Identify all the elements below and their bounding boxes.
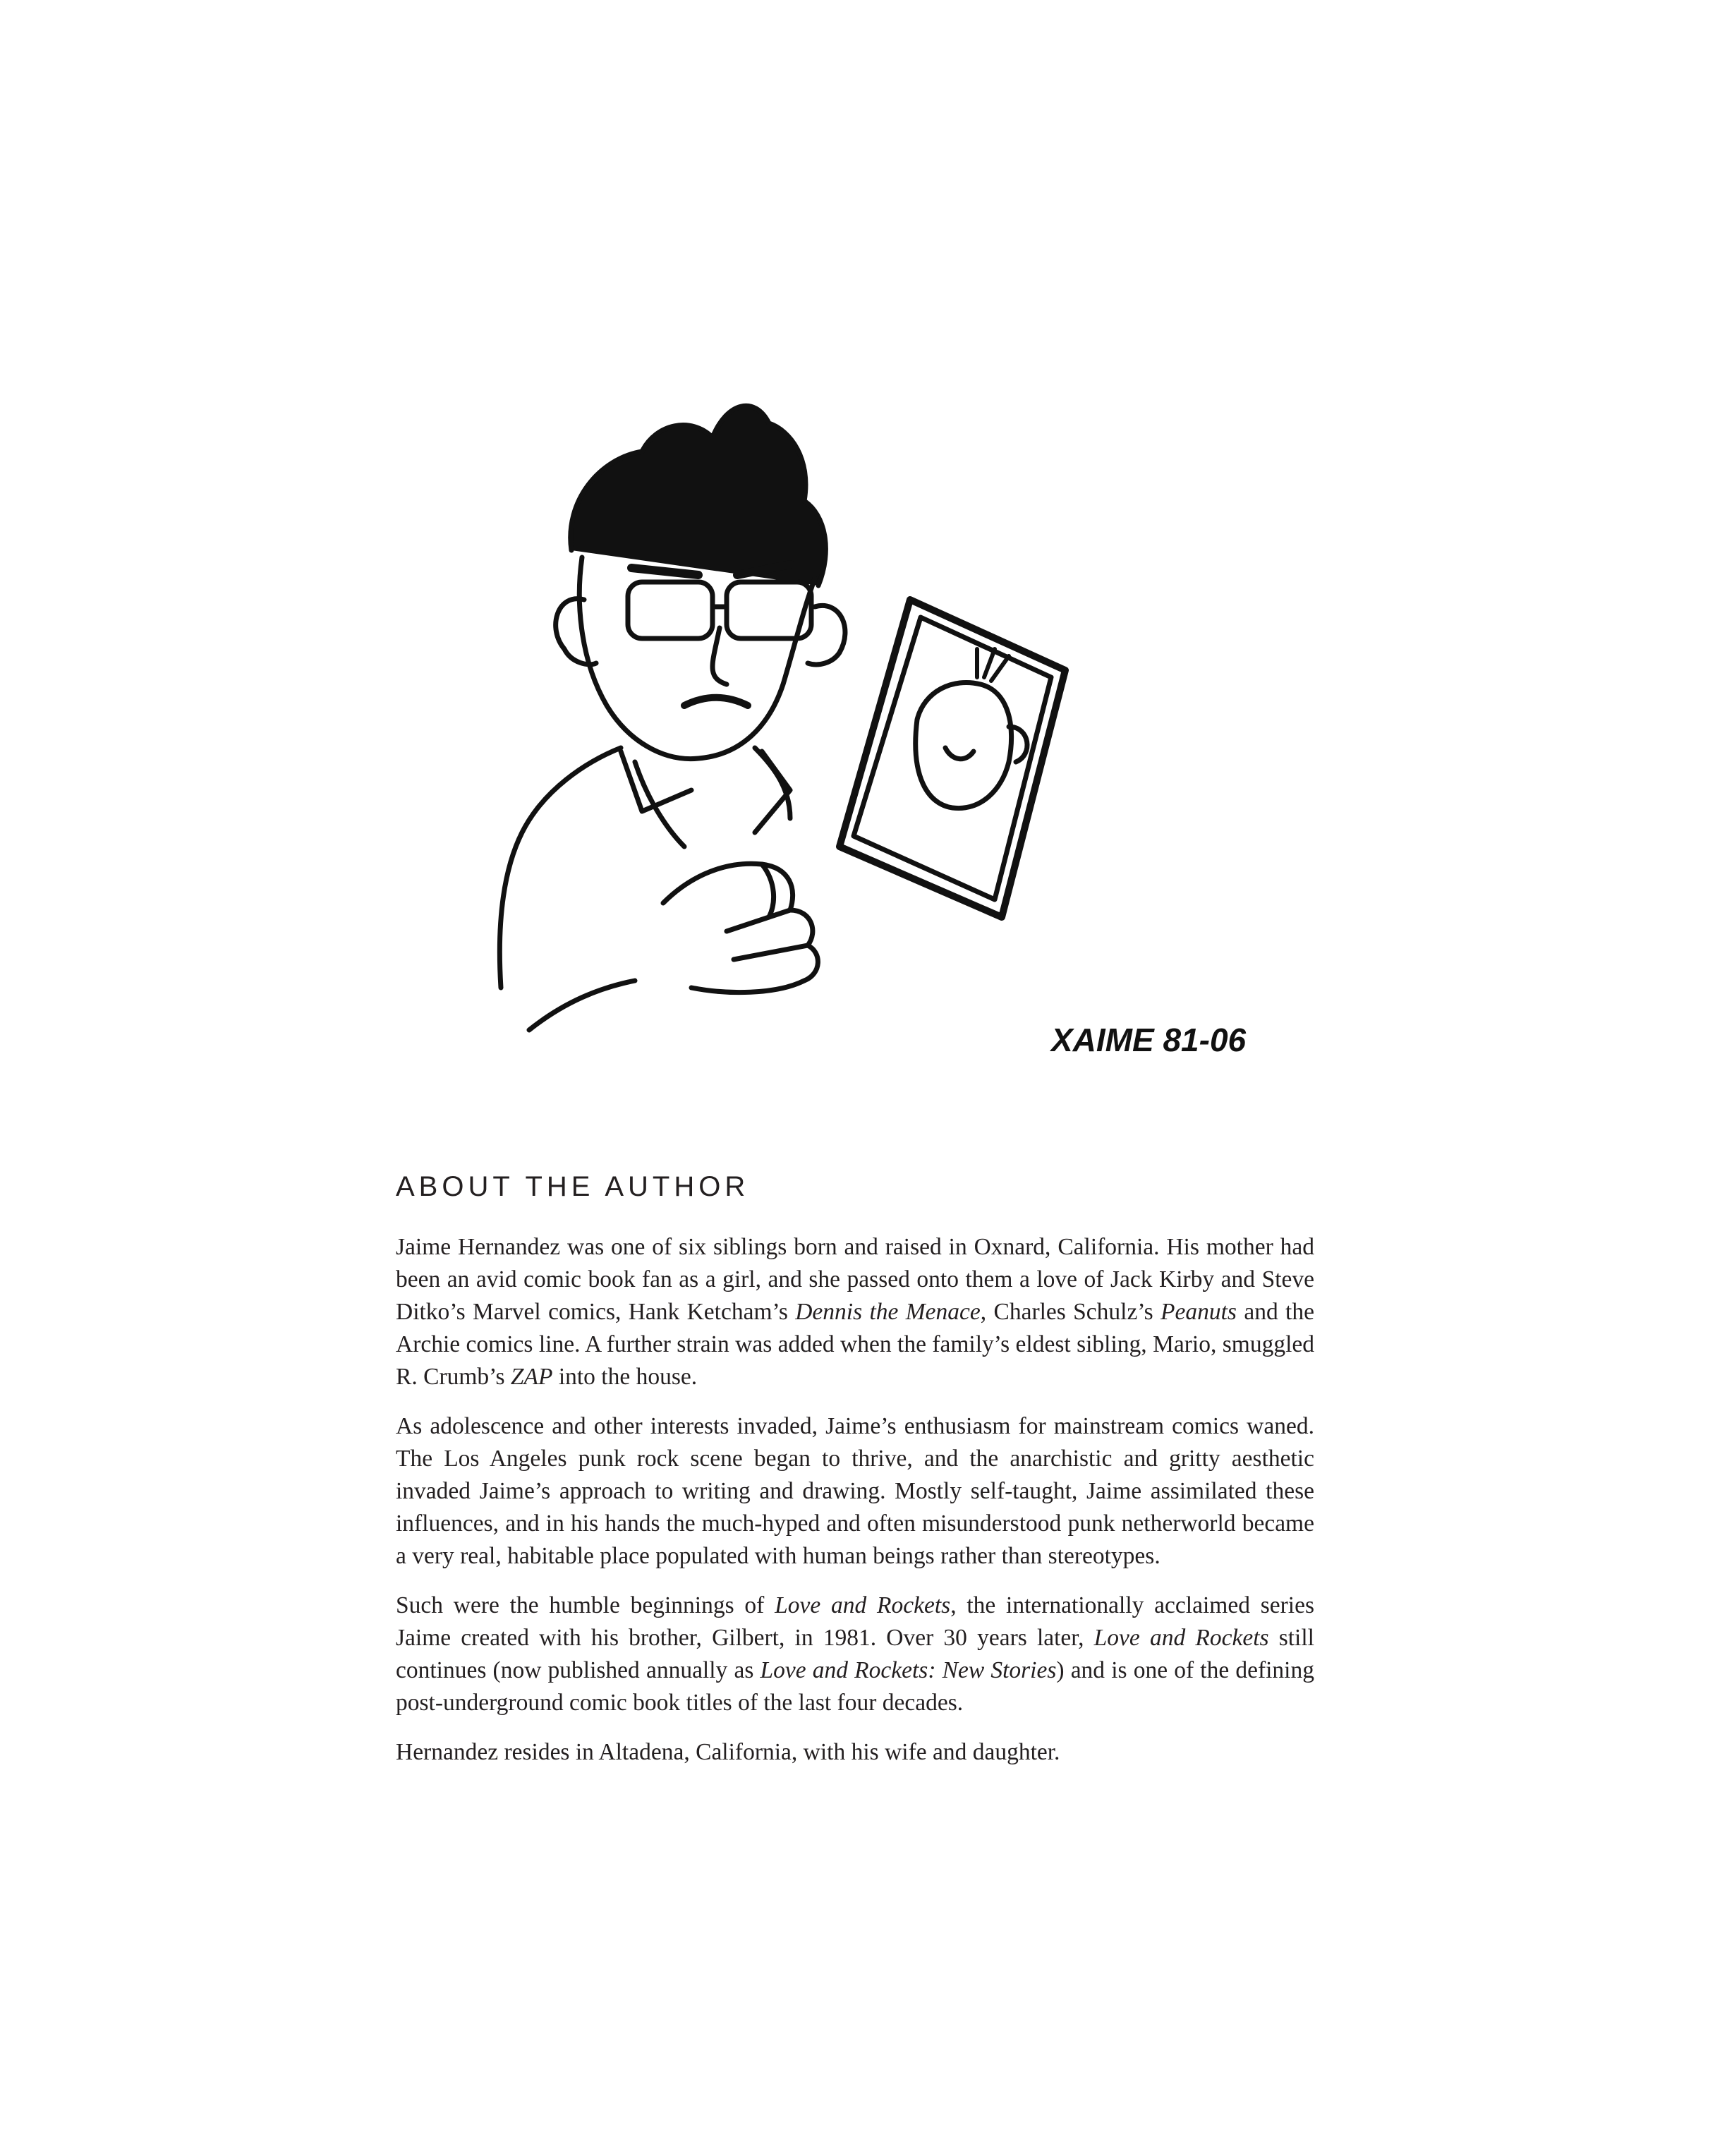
bio-text: As adolescence and other interests invaded, Jaime’s enthusiasm for mainstream comics waned. The Los Angeles punk rock scene began to thrive, and the anarchistic and gritty aesthetic invaded Jaime’s approach to writing and drawing. Mostly self-taught, Jaime assimilated these influences, and in his hands the much-hyped and often misunderstood punk netherworld became a very real, habitable place populated with human beings rather than stereotypes. (396, 1413, 1314, 1569)
bio-text-italic: Love and Rockets: New Stories (760, 1657, 1057, 1683)
bio-text-italic: Love and Rockets (775, 1592, 951, 1618)
bio-text: ) and is one of the defining post-underground comic book titles of the last four decades. (396, 1657, 1314, 1716)
author-portrait-icon (459, 395, 1340, 1094)
bio-text: into the house. (552, 1364, 698, 1390)
bio-text: , the internationally acclaimed series Jaime created with his brother, Gilbert, in 1981. Over 30 years later, (396, 1592, 1314, 1651)
bio-text: still continues (now published annually as (396, 1625, 1314, 1683)
bio-paragraph-3 (396, 1589, 1314, 1719)
bio-text: Jaime Hernandez was one of six siblings born and raised in Oxnard, California. His mother had been an avid comic book fan as a girl, and she passed onto them a love of Jack Kirby and Steve Ditko’s Marvel comics, Hank Ketcham’s (396, 1234, 1314, 1325)
author-illustration (459, 395, 1340, 1094)
author-bio (396, 1231, 1314, 1786)
bio-text: , Charles Schulz’s (980, 1299, 1161, 1325)
bio-text-italic: Love and Rockets (1093, 1625, 1269, 1651)
section-heading: ABOUT THE AUTHOR (396, 1171, 750, 1202)
bio-text: Hernandez resides in Altadena, California, with his wife and daughter. (396, 1739, 1060, 1765)
bio-text: Such were the humble beginnings of (396, 1592, 775, 1618)
bio-paragraph-4 (396, 1736, 1314, 1769)
bio-text-italic: Dennis the Menace (795, 1299, 981, 1325)
bio-paragraph-1 (396, 1231, 1314, 1393)
bio-paragraph-2 (396, 1410, 1314, 1573)
bio-text-italic: Peanuts (1160, 1299, 1237, 1325)
bio-text: and the Archie comics line. A further strain was added when the family’s eldest sibling, Mario, smuggled R. Crumb’s (396, 1299, 1314, 1390)
signature-text: XAIME 81-06 (1051, 1022, 1247, 1058)
bio-text-italic: ZAP (510, 1364, 553, 1390)
